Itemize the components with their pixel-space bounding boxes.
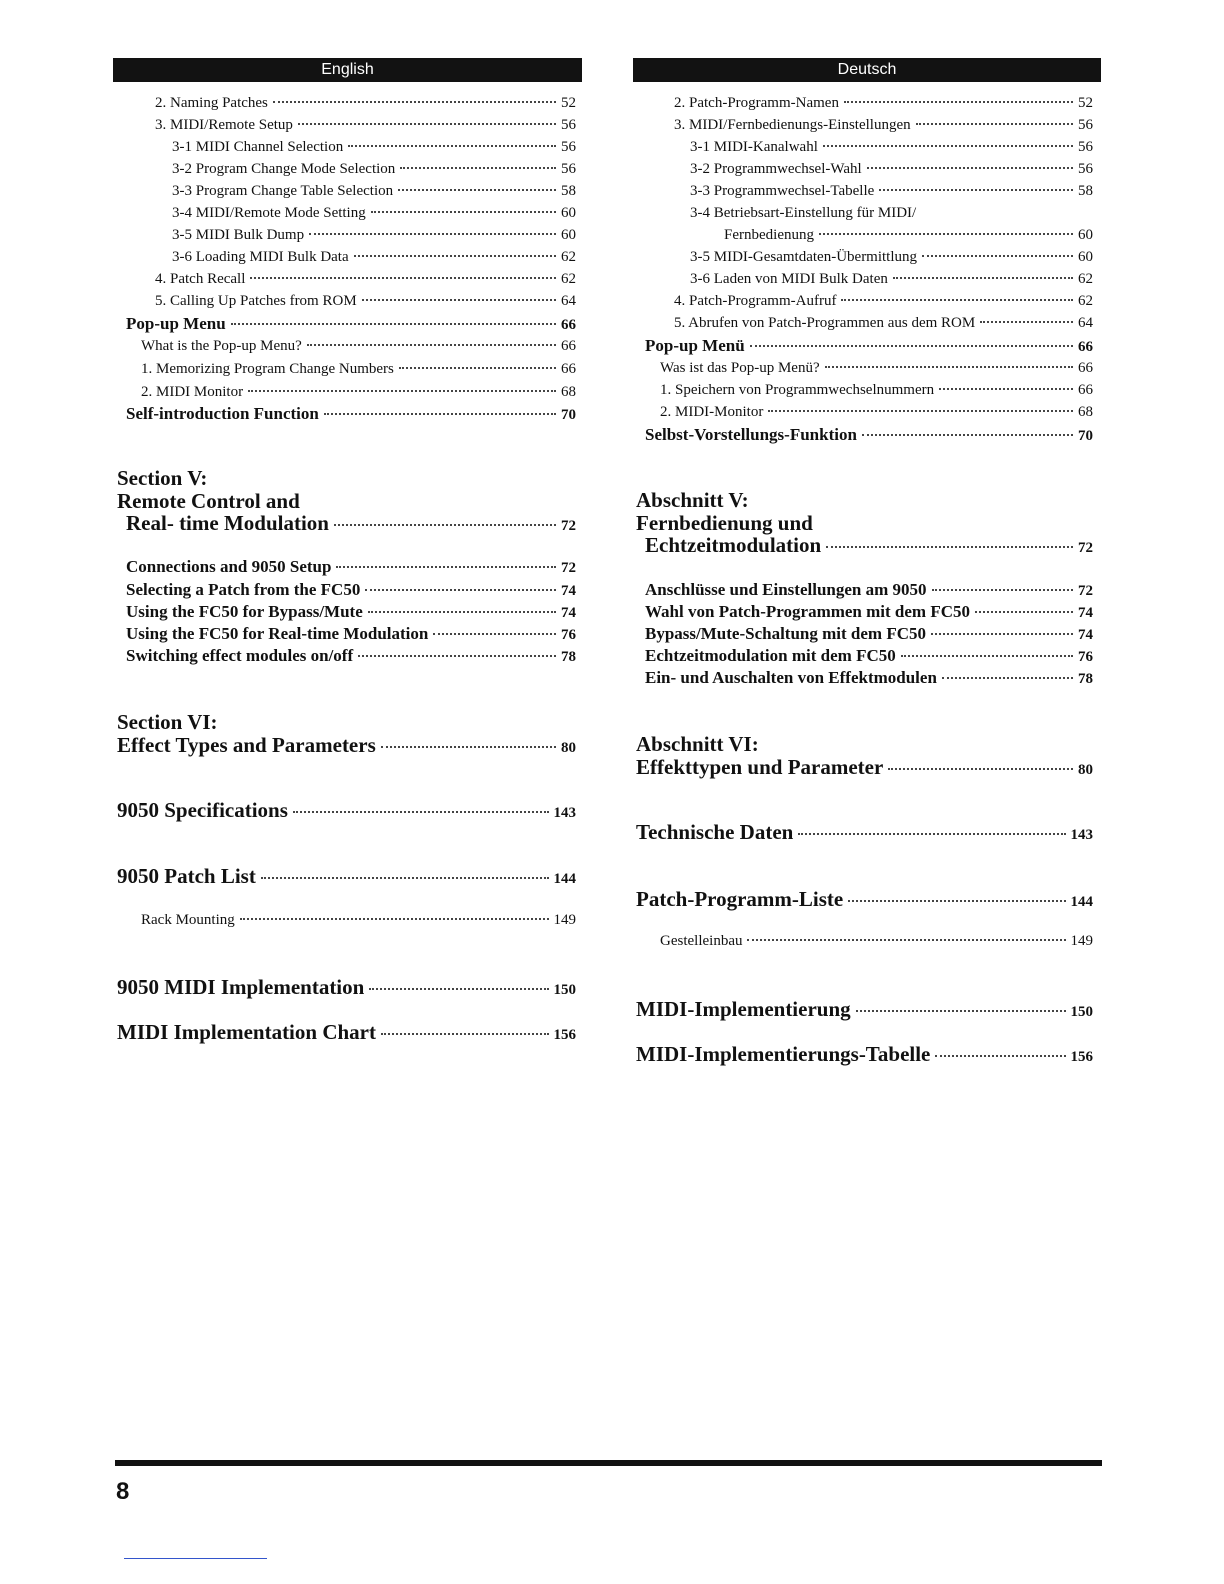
toc-entry[interactable]: 3-1 MIDI Channel Selection 56 (172, 139, 576, 155)
section-6-title-line1: Abschnitt VI: (636, 732, 759, 756)
english-column (113, 58, 582, 82)
toc-entry[interactable]: Bypass/Mute-Schaltung mit dem FC50 74 (645, 624, 1093, 643)
section-5-title-line2: Remote Control and (117, 489, 300, 513)
toc-entry[interactable]: 3-1 MIDI-Kanalwahl 56 (690, 139, 1093, 155)
toc-entry[interactable]: 3-2 Programmwechsel-Wahl 56 (690, 161, 1093, 177)
toc-entry[interactable]: 1. Speichern von Programmwechselnummern 66 (660, 382, 1093, 398)
toc-entry[interactable]: Was ist das Pop-up Menü? 66 (660, 360, 1093, 376)
toc-entry[interactable]: 5. Abrufen von Patch-Programmen aus dem ROM 64 (674, 315, 1093, 331)
toc-entry[interactable]: 2. MIDI-Monitor 68 (660, 404, 1093, 420)
toc-entry-rack[interactable]: Rack Mounting 149 (141, 912, 576, 928)
toc-entry[interactable]: Connections and 9050 Setup 72 (126, 557, 576, 576)
toc-entry[interactable]: 2. MIDI Monitor 68 (141, 384, 576, 400)
toc-entry[interactable]: 2. Naming Patches 52 (155, 95, 576, 111)
toc-entry[interactable]: 1. Memorizing Program Change Numbers 66 (141, 361, 576, 377)
toc-entry[interactable]: Fernbedienung 60 (724, 227, 1093, 243)
toc-entry[interactable]: 3-4 MIDI/Remote Mode Setting 60 (172, 205, 576, 221)
deutsch-column (633, 58, 1101, 82)
toc-entry[interactable]: Selecting a Patch from the FC50 74 (126, 580, 576, 599)
toc-entry[interactable]: What is the Pop-up Menu? 66 (141, 338, 576, 354)
section-5-entry[interactable]: Real- time Modulation 72 (126, 511, 576, 535)
toc-entry[interactable]: Ein- und Auschalten von Effektmodulen 78 (645, 668, 1093, 687)
toc-entry-midi-impl[interactable]: 9050 MIDI Implementation 150 (117, 975, 576, 999)
toc-entry-rack[interactable]: Gestelleinbau 149 (660, 933, 1093, 949)
toc-entry-midi-impl[interactable]: MIDI-Implementierung 150 (636, 997, 1093, 1021)
toc-entry[interactable]: Using the FC50 for Bypass/Mute 74 (126, 602, 576, 621)
toc-entry-patch-list[interactable]: Patch-Programm-Liste 144 (636, 887, 1093, 911)
toc-entry[interactable]: 5. Calling Up Patches from ROM 64 (155, 293, 576, 309)
toc-entry[interactable]: 3. MIDI/Fernbedienungs-Einstellungen 56 (674, 117, 1093, 133)
toc-entry[interactable]: 2. Patch-Programm-Namen 52 (674, 95, 1093, 111)
toc-entry-midi-chart[interactable]: MIDI Implementation Chart 156 (117, 1020, 576, 1044)
toc-entry[interactable]: 4. Patch-Programm-Aufruf 62 (674, 293, 1093, 309)
toc-entry[interactable]: 3. MIDI/Remote Setup 56 (155, 117, 576, 133)
toc-entry[interactable]: 3-6 Laden von MIDI Bulk Daten 62 (690, 271, 1093, 287)
deutsch-header: Deutsch (633, 58, 1101, 82)
toc-entry[interactable]: 3-5 MIDI Bulk Dump 60 (172, 227, 576, 243)
footer-underline (124, 1558, 267, 1559)
toc-entry-midi-chart[interactable]: MIDI-Implementierungs-Tabelle 156 (636, 1042, 1093, 1066)
toc-entry[interactable]: 3-2 Program Change Mode Selection 56 (172, 161, 576, 177)
toc-entry[interactable]: Using the FC50 for Real-time Modulation 76 (126, 624, 576, 643)
toc-entry-popup-menu[interactable]: Pop-up Menü 66 (645, 336, 1093, 355)
toc-entry[interactable]: Anschlüsse und Einstellungen am 9050 72 (645, 580, 1093, 599)
toc-entry-specs[interactable]: Technische Daten 143 (636, 820, 1093, 844)
toc-entry-self-intro[interactable]: Selbst-Vorstellungs-Funktion 70 (645, 425, 1093, 444)
footer-rule (115, 1460, 1102, 1466)
toc-entry[interactable]: 3-3 Programmwechsel-Tabelle 58 (690, 183, 1093, 199)
toc-entry[interactable]: 3-5 MIDI-Gesamtdaten-Übermittlung 60 (690, 249, 1093, 265)
english-header: English (113, 58, 582, 82)
toc-entry-specs[interactable]: 9050 Specifications 143 (117, 798, 576, 822)
toc-entry-popup-menu[interactable]: Pop-up Menu 66 (126, 314, 576, 333)
toc-entry-self-intro[interactable]: Self-introduction Function 70 (126, 404, 576, 423)
section-5-title-line1: Abschnitt V: (636, 488, 749, 512)
toc-entry[interactable]: 3-6 Loading MIDI Bulk Data 62 (172, 249, 576, 265)
section-5-title-line2: Fernbedienung und (636, 511, 813, 535)
section-5-title-line1: Section V: (117, 466, 208, 490)
section-6-entry[interactable]: Effekttypen und Parameter 80 (636, 755, 1093, 779)
toc-entry[interactable]: 3-4 Betriebsart-Einstellung für MIDI/ (690, 205, 917, 221)
section-5-entry[interactable]: Echtzeitmodulation 72 (645, 533, 1093, 557)
toc-entry-patch-list[interactable]: 9050 Patch List 144 (117, 864, 576, 888)
toc-entry[interactable]: Wahl von Patch-Programmen mit dem FC50 74 (645, 602, 1093, 621)
page-number: 8 (116, 1478, 130, 1505)
toc-entry[interactable]: 3-3 Program Change Table Selection 58 (172, 183, 576, 199)
toc-entry[interactable]: Switching effect modules on/off 78 (126, 646, 576, 665)
toc-entry[interactable]: Echtzeitmodulation mit dem FC50 76 (645, 646, 1093, 665)
toc-entry[interactable]: 4. Patch Recall 62 (155, 271, 576, 287)
section-6-entry[interactable]: Effect Types and Parameters 80 (117, 733, 576, 757)
section-6-title-line1: Section VI: (117, 710, 218, 734)
